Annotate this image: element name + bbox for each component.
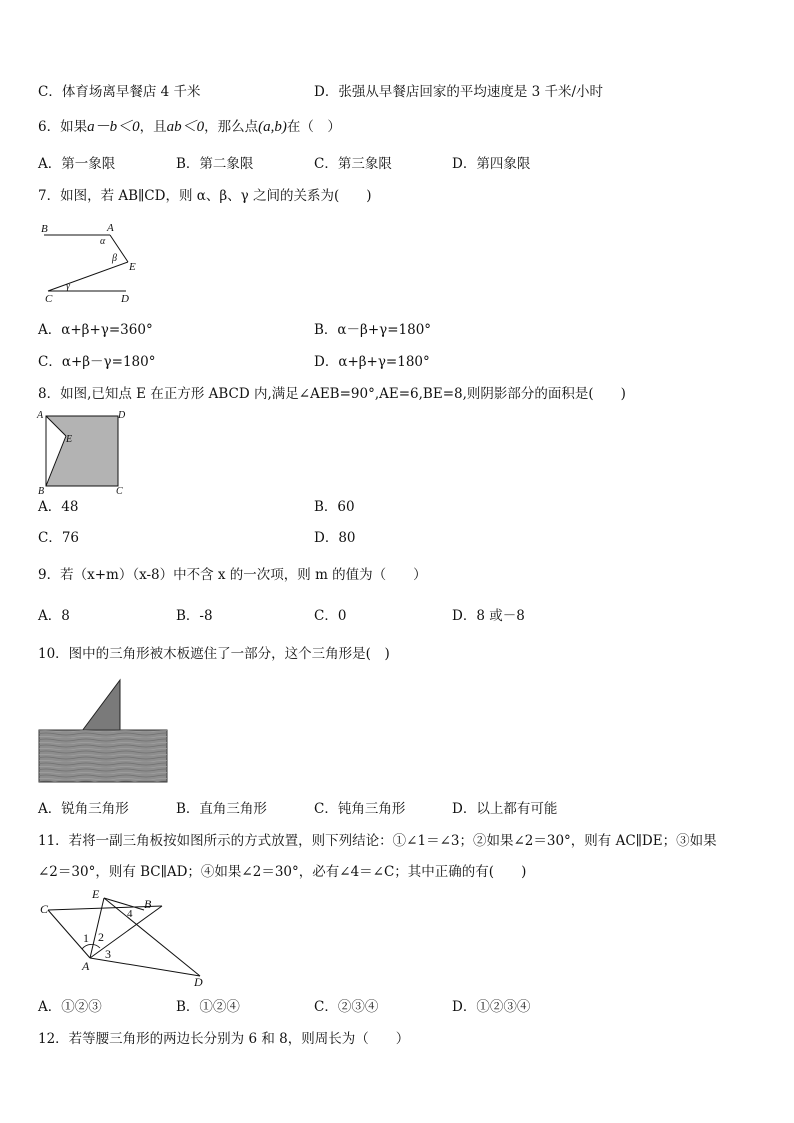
q6-point: (a,b) [258, 119, 287, 135]
q11-option-a: A．①②③ [38, 999, 102, 1015]
q8-option-d: D．80 [314, 530, 356, 546]
q7-label-e: E [129, 261, 136, 273]
q7-label-b: B [41, 223, 48, 235]
q5-option-c: C．体育场离早餐店 4 千米 [38, 84, 201, 100]
q6-option-c: C．第三象限 [314, 156, 392, 172]
q7-figure [36, 218, 146, 306]
q10-option-d: D．以上都有可能 [452, 801, 558, 817]
q7-stem: 7．如图，若 AB∥CD，则 α、β、γ 之间的关系为( ) [38, 188, 372, 204]
q11-label-c: C [40, 902, 49, 916]
q7-option-a: A．α+β+γ=360° [38, 322, 153, 338]
q11-label-4: 4 [127, 908, 133, 920]
q11-option-d: D．①②③④ [452, 999, 531, 1015]
q11-label-d: D [194, 975, 203, 989]
q8-label-b: B [38, 486, 45, 497]
q6-condition-2: ab＜0 [166, 119, 205, 135]
q10-stem: 10．图中的三角形被木板遮住了一部分，这个三角形是( ) [38, 646, 390, 662]
q10-option-a: A．锐角三角形 [38, 801, 129, 817]
q5-option-d: D．张强从早餐店回家的平均速度是 3 千米/小时 [314, 84, 604, 100]
q6-option-b: B．第二象限 [176, 156, 254, 172]
q9-option-c: C．0 [314, 608, 347, 624]
q10-wood-texture [39, 730, 167, 782]
q7-label-a: A [107, 222, 114, 234]
q6-option-d: D．第四象限 [452, 156, 531, 172]
q7-label-beta: β [112, 253, 117, 264]
q7-option-b: B．α－β+γ=180° [314, 322, 432, 338]
q7-label-d: D [121, 293, 129, 305]
q8-option-b: B．60 [314, 499, 355, 515]
q11-figure [34, 886, 214, 990]
q11-option-b: B．①②④ [176, 999, 240, 1015]
q10-triangle [82, 680, 120, 731]
q12-stem: 12．若等腰三角形的两边长分别为 6 和 8，则周长为（ ） [38, 1031, 410, 1047]
q9-option-d: D．8 或－8 [452, 608, 525, 624]
q6-mid2: ，那么点 [204, 119, 259, 135]
q6-suffix: 在（ ） [286, 119, 341, 135]
q7-option-d: D．α+β+γ=180° [314, 354, 430, 370]
q6-mid: ，且 [139, 119, 167, 135]
q6-condition-1: a－b＜0 [87, 119, 140, 135]
q11-label-3: 3 [105, 947, 111, 961]
q11-label-1: 1 [83, 931, 89, 945]
q6-stem [38, 118, 341, 136]
q9-option-a: A．8 [38, 608, 70, 624]
q8-option-a: A．48 [38, 499, 79, 515]
q11-stem-line1: 11．若将一副三角板按如图所示的方式放置，则下列结论：①∠1＝∠3；②如果∠2＝30°，则有 AC∥DE；③如果 [38, 833, 717, 849]
q10-option-c: C．钝角三角形 [314, 801, 406, 817]
q11-label-b: B [144, 897, 152, 911]
q8-stem: 8．如图,已知点 E 在正方形 ABCD 内,满足∠AEB=90°,AE=6,BE=8,则阴影部分的面积是( ) [38, 386, 626, 402]
q8-figure [36, 406, 130, 498]
q6-prefix: 6．如果 [38, 119, 88, 135]
q7-label-gamma: γ [66, 281, 70, 292]
q9-option-b: B．-8 [176, 608, 213, 624]
q11-angle-arc [82, 944, 100, 949]
q11-label-a: A [82, 959, 90, 973]
q11-option-c: C．②③④ [314, 999, 379, 1015]
q7-label-c: C [45, 293, 53, 305]
q6-option-a: A．第一象限 [38, 156, 116, 172]
q8-label-c: C [116, 486, 123, 497]
q7-label-alpha: α [100, 236, 106, 247]
q11-stem-line2: ∠2＝30°，则有 BC∥AD；④如果∠2＝30°，必有∠4＝∠C；其中正确的有( ) [38, 864, 527, 880]
q10-option-b: B．直角三角形 [176, 801, 267, 817]
q7-line-ec [48, 262, 128, 291]
q11-label-e: E [92, 887, 100, 901]
q8-option-c: C．76 [38, 530, 80, 546]
q8-label-a: A [37, 410, 44, 421]
q11-label-2: 2 [98, 930, 104, 944]
q9-stem: 9．若（x+m）（x-8）中不含 x 的一次项，则 m 的值为（ ） [38, 567, 427, 583]
q8-label-e: E [66, 434, 73, 445]
q7-option-c: C．α+β－γ=180° [38, 354, 156, 370]
q8-label-d: D [118, 410, 126, 421]
q10-figure [36, 678, 172, 786]
